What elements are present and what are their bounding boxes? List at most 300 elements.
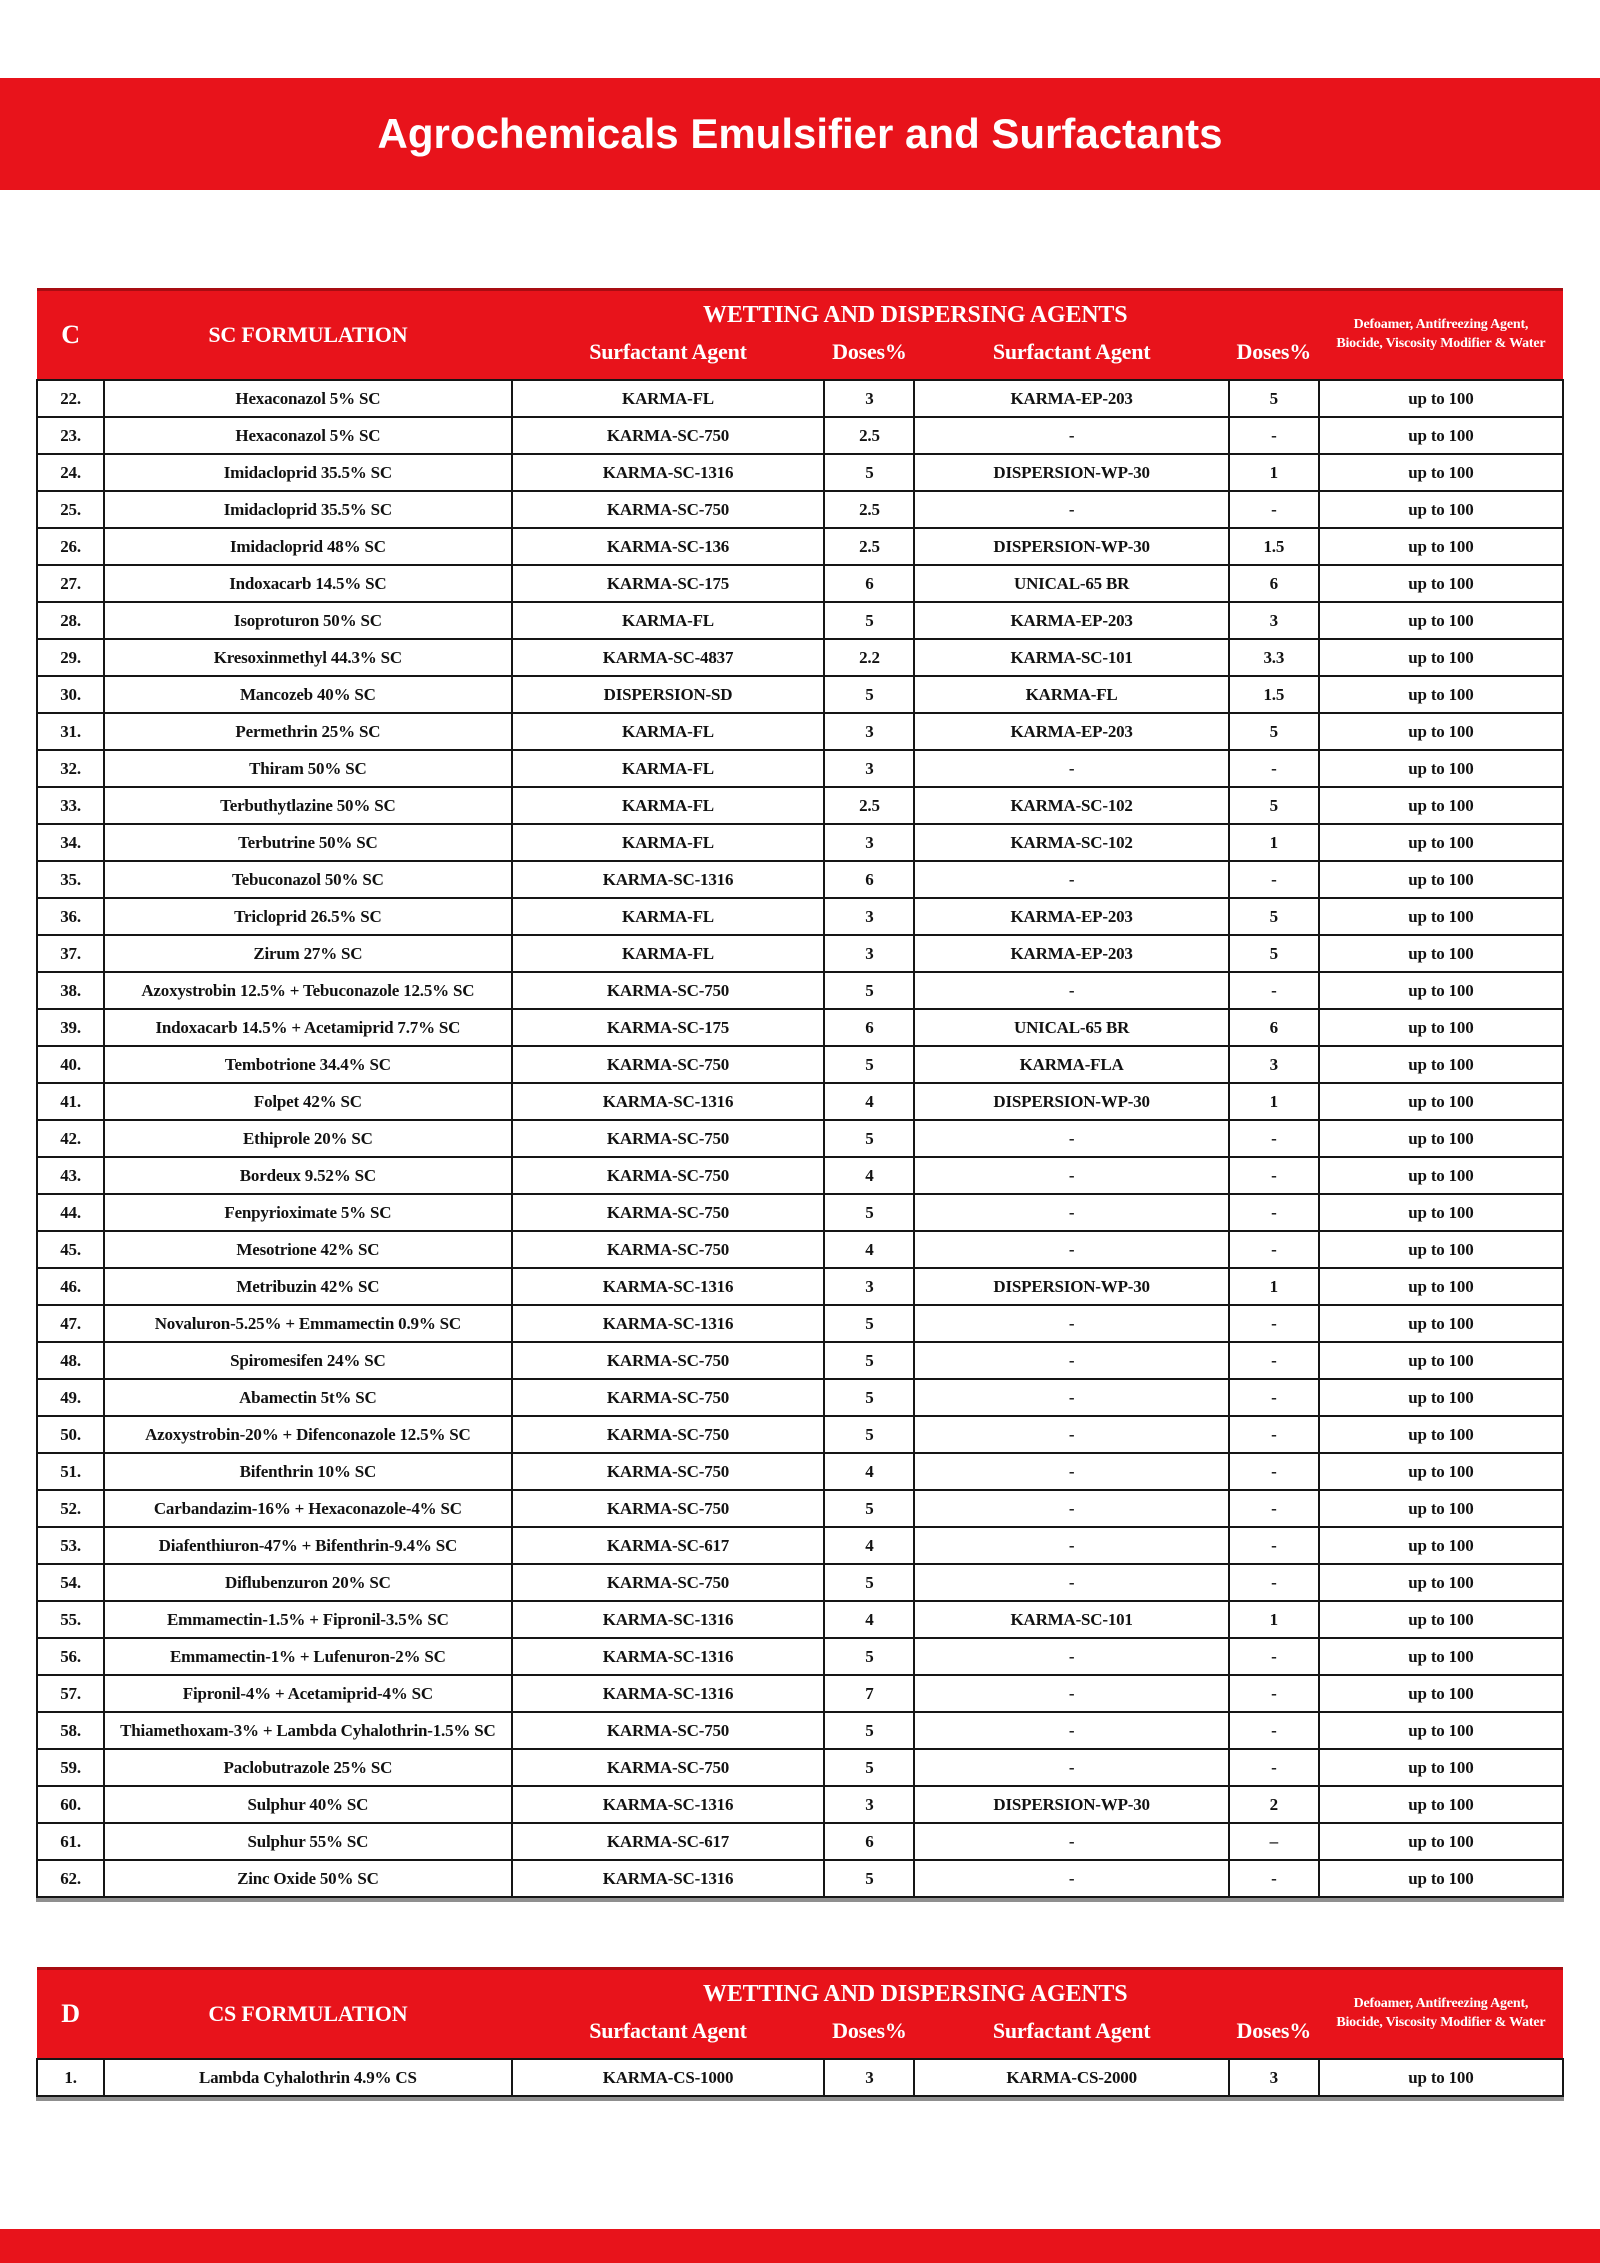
row-number: 50. — [37, 1416, 104, 1453]
defoamer-water-value: up to 100 — [1319, 1860, 1563, 1897]
row-number: 23. — [37, 417, 104, 454]
doses-1: 2.5 — [824, 787, 914, 824]
surfactant-agent-2: - — [914, 417, 1228, 454]
surfactant-agent-2: KARMA-CS-2000 — [914, 2059, 1228, 2096]
surfactant-agent-2: KARMA-EP-203 — [914, 935, 1228, 972]
doses-1: 5 — [824, 1379, 914, 1416]
doses-2-header: Doses% — [1229, 333, 1319, 380]
doses-2: - — [1229, 1638, 1319, 1675]
surfactant-agent-1: KARMA-SC-617 — [512, 1527, 825, 1564]
row-number: 22. — [37, 380, 104, 417]
doses-2: - — [1229, 1490, 1319, 1527]
defoamer-water-value: up to 100 — [1319, 1083, 1563, 1120]
defoamer-water-value: up to 100 — [1319, 1305, 1563, 1342]
doses-2: 5 — [1229, 713, 1319, 750]
doses-1: 5 — [824, 972, 914, 1009]
row-number: 51. — [37, 1453, 104, 1490]
formulation-name: Tricloprid 26.5% SC — [104, 898, 511, 935]
defoamer-water-value: up to 100 — [1319, 1231, 1563, 1268]
formulation-name: Emmamectin-1.5% + Fipronil-3.5% SC — [104, 1601, 511, 1638]
table-row — [37, 602, 1563, 639]
surfactant-agent-1: DISPERSION-SD — [512, 676, 825, 713]
doses-1: 5 — [824, 1342, 914, 1379]
formulation-name: Permethrin 25% SC — [104, 713, 511, 750]
doses-1: 3 — [824, 380, 914, 417]
row-number: 60. — [37, 1786, 104, 1823]
surfactant-agent-2: - — [914, 1638, 1228, 1675]
row-number: 42. — [37, 1120, 104, 1157]
doses-2: 5 — [1229, 935, 1319, 972]
surfactant-agent-1: KARMA-FL — [512, 602, 825, 639]
row-number: 29. — [37, 639, 104, 676]
surfactant-agent-2: - — [914, 1860, 1228, 1897]
surfactant-agent-1: KARMA-FL — [512, 935, 825, 972]
doses-1: 5 — [824, 1194, 914, 1231]
defoamer-water-value: up to 100 — [1319, 1490, 1563, 1527]
doses-1: 3 — [824, 1268, 914, 1305]
surfactant-agent-1: KARMA-SC-750 — [512, 1379, 825, 1416]
doses-2: 1.5 — [1229, 676, 1319, 713]
surfactant-agent-1: KARMA-SC-750 — [512, 1342, 825, 1379]
doses-1: 5 — [824, 602, 914, 639]
doses-2: – — [1229, 1823, 1319, 1860]
doses-2: - — [1229, 1712, 1319, 1749]
sc-table-body — [37, 380, 1563, 1897]
defoamer-water-value: up to 100 — [1319, 750, 1563, 787]
row-number: 44. — [37, 1194, 104, 1231]
sc-table-header — [37, 290, 1563, 381]
wetting-agents-header: WETTING AND DISPERSING AGENTS — [512, 290, 1319, 334]
table-row — [37, 935, 1563, 972]
surfactant-agent-1: KARMA-SC-750 — [512, 1046, 825, 1083]
defoamer-header: Defoamer, Antifreezing Agent, Biocide, Viscosity Modifier & Water — [1319, 1969, 1563, 2060]
formulation-name: Tembotrione 34.4% SC — [104, 1046, 511, 1083]
defoamer-water-value: up to 100 — [1319, 824, 1563, 861]
formulation-name: Imidacloprid 35.5% SC — [104, 491, 511, 528]
surfactant-agent-2-header: Surfactant Agent — [914, 2012, 1228, 2059]
doses-1: 6 — [824, 1823, 914, 1860]
formulation-name: Hexaconazol 5% SC — [104, 417, 511, 454]
doses-1: 5 — [824, 1046, 914, 1083]
doses-2: - — [1229, 1379, 1319, 1416]
row-number: 59. — [37, 1749, 104, 1786]
surfactant-agent-1: KARMA-SC-750 — [512, 491, 825, 528]
formulation-name: Sulphur 40% SC — [104, 1786, 511, 1823]
surfactant-agent-2-header: Surfactant Agent — [914, 333, 1228, 380]
row-number: 36. — [37, 898, 104, 935]
doses-1: 5 — [824, 1416, 914, 1453]
doses-2: 6 — [1229, 1009, 1319, 1046]
defoamer-water-value: up to 100 — [1319, 1157, 1563, 1194]
defoamer-water-value: up to 100 — [1319, 1823, 1563, 1860]
table-row — [37, 639, 1563, 676]
surfactant-agent-2: KARMA-SC-101 — [914, 1601, 1228, 1638]
table-row — [37, 1416, 1563, 1453]
surfactant-agent-1: KARMA-FL — [512, 824, 825, 861]
table-row — [37, 1712, 1563, 1749]
defoamer-water-value: up to 100 — [1319, 1342, 1563, 1379]
table-row — [37, 380, 1563, 417]
formulation-name: Folpet 42% SC — [104, 1083, 511, 1120]
title-banner — [0, 78, 1600, 190]
cs-corner-label: D — [37, 1969, 104, 2060]
surfactant-agent-1: KARMA-SC-4837 — [512, 639, 825, 676]
doses-2-header: Doses% — [1229, 2012, 1319, 2059]
row-number: 37. — [37, 935, 104, 972]
formulation-name: Ethiprole 20% SC — [104, 1120, 511, 1157]
formulation-name: Terbutrine 50% SC — [104, 824, 511, 861]
surfactant-agent-1: KARMA-FL — [512, 898, 825, 935]
table-row — [37, 1305, 1563, 1342]
row-number: 56. — [37, 1638, 104, 1675]
doses-1: 7 — [824, 1675, 914, 1712]
row-number: 33. — [37, 787, 104, 824]
surfactant-agent-1: KARMA-SC-1316 — [512, 1268, 825, 1305]
doses-1: 2.2 — [824, 639, 914, 676]
formulation-name: Diafenthiuron-47% + Bifenthrin-9.4% SC — [104, 1527, 511, 1564]
surfactant-agent-2: - — [914, 1564, 1228, 1601]
surfactant-agent-1: KARMA-CS-1000 — [512, 2059, 825, 2096]
surfactant-agent-1: KARMA-SC-750 — [512, 1749, 825, 1786]
table-row — [37, 676, 1563, 713]
formulation-name: Diflubenzuron 20% SC — [104, 1564, 511, 1601]
table-row — [37, 1490, 1563, 1527]
formulation-name: Azoxystrobin-20% + Difenconazole 12.5% SC — [104, 1416, 511, 1453]
surfactant-agent-2: KARMA-FLA — [914, 1046, 1228, 1083]
defoamer-water-value: up to 100 — [1319, 1712, 1563, 1749]
table-row — [37, 713, 1563, 750]
row-number: 38. — [37, 972, 104, 1009]
table-row — [37, 528, 1563, 565]
defoamer-water-value: up to 100 — [1319, 417, 1563, 454]
doses-2: - — [1229, 1231, 1319, 1268]
table-row — [37, 417, 1563, 454]
defoamer-water-value: up to 100 — [1319, 1564, 1563, 1601]
surfactant-agent-2: UNICAL-65 BR — [914, 565, 1228, 602]
surfactant-agent-1: KARMA-FL — [512, 750, 825, 787]
table-row — [37, 1231, 1563, 1268]
defoamer-water-value: up to 100 — [1319, 2059, 1563, 2096]
row-number: 52. — [37, 1490, 104, 1527]
doses-2: - — [1229, 1120, 1319, 1157]
doses-2: 5 — [1229, 898, 1319, 935]
table-row — [37, 1860, 1563, 1897]
surfactant-agent-2: KARMA-SC-101 — [914, 639, 1228, 676]
row-number: 40. — [37, 1046, 104, 1083]
surfactant-agent-1: KARMA-SC-175 — [512, 565, 825, 602]
row-number: 53. — [37, 1527, 104, 1564]
doses-2: 3.3 — [1229, 639, 1319, 676]
row-number: 58. — [37, 1712, 104, 1749]
defoamer-water-value: up to 100 — [1319, 1601, 1563, 1638]
surfactant-agent-2: DISPERSION-WP-30 — [914, 1268, 1228, 1305]
doses-2: 2 — [1229, 1786, 1319, 1823]
table-row — [37, 1453, 1563, 1490]
formulation-name: Sulphur 55% SC — [104, 1823, 511, 1860]
doses-1: 3 — [824, 824, 914, 861]
doses-2: - — [1229, 1749, 1319, 1786]
surfactant-agent-1: KARMA-SC-750 — [512, 972, 825, 1009]
formulation-name: Zinc Oxide 50% SC — [104, 1860, 511, 1897]
formulation-name: Lambda Cyhalothrin 4.9% CS — [104, 2059, 511, 2096]
surfactant-agent-1: KARMA-SC-750 — [512, 1194, 825, 1231]
doses-2: - — [1229, 750, 1319, 787]
surfactant-agent-2: KARMA-SC-102 — [914, 787, 1228, 824]
defoamer-water-value: up to 100 — [1319, 861, 1563, 898]
defoamer-water-value: up to 100 — [1319, 1046, 1563, 1083]
doses-1: 6 — [824, 861, 914, 898]
formulation-name: Paclobutrazole 25% SC — [104, 1749, 511, 1786]
doses-1-header: Doses% — [824, 2012, 914, 2059]
formulation-name: Indoxacarb 14.5% SC — [104, 565, 511, 602]
defoamer-water-value: up to 100 — [1319, 1009, 1563, 1046]
defoamer-water-value: up to 100 — [1319, 1268, 1563, 1305]
table-row — [37, 1157, 1563, 1194]
surfactant-agent-1: KARMA-SC-1316 — [512, 1675, 825, 1712]
defoamer-water-value: up to 100 — [1319, 1749, 1563, 1786]
page-title: Agrochemicals Emulsifier and Surfactants — [377, 110, 1223, 157]
table-row — [37, 898, 1563, 935]
doses-1: 3 — [824, 2059, 914, 2096]
surfactant-agent-1: KARMA-SC-1316 — [512, 1601, 825, 1638]
doses-2: - — [1229, 1675, 1319, 1712]
surfactant-agent-2: - — [914, 491, 1228, 528]
formulation-name: Mancozeb 40% SC — [104, 676, 511, 713]
surfactant-agent-1: KARMA-SC-1316 — [512, 1305, 825, 1342]
doses-1: 5 — [824, 676, 914, 713]
surfactant-agent-1: KARMA-SC-750 — [512, 1120, 825, 1157]
doses-1: 5 — [824, 1305, 914, 1342]
defoamer-water-value: up to 100 — [1319, 1194, 1563, 1231]
wetting-agents-header: WETTING AND DISPERSING AGENTS — [512, 1969, 1319, 2013]
surfactant-agent-1: KARMA-SC-750 — [512, 1712, 825, 1749]
formulation-name: Thiram 50% SC — [104, 750, 511, 787]
defoamer-water-value: up to 100 — [1319, 639, 1563, 676]
doses-1: 6 — [824, 565, 914, 602]
row-number: 47. — [37, 1305, 104, 1342]
table-row — [37, 454, 1563, 491]
doses-2: 3 — [1229, 602, 1319, 639]
defoamer-water-value: up to 100 — [1319, 1416, 1563, 1453]
doses-2: - — [1229, 1564, 1319, 1601]
surfactant-agent-1: KARMA-SC-750 — [512, 1157, 825, 1194]
doses-1: 6 — [824, 1009, 914, 1046]
table-row — [37, 1675, 1563, 1712]
surfactant-agent-1-header: Surfactant Agent — [512, 333, 825, 380]
formulation-name: Mesotrione 42% SC — [104, 1231, 511, 1268]
defoamer-water-value: up to 100 — [1319, 454, 1563, 491]
surfactant-agent-1: KARMA-SC-136 — [512, 528, 825, 565]
table-row — [37, 1823, 1563, 1860]
defoamer-water-value: up to 100 — [1319, 1453, 1563, 1490]
surfactant-agent-1: KARMA-FL — [512, 380, 825, 417]
cs-formulation-header: CS FORMULATION — [104, 1969, 511, 2060]
doses-1: 4 — [824, 1157, 914, 1194]
surfactant-agent-2: - — [914, 1527, 1228, 1564]
sc-formulation-table — [36, 288, 1564, 1898]
doses-1: 3 — [824, 898, 914, 935]
doses-2: 5 — [1229, 380, 1319, 417]
cs-table-body — [37, 2059, 1563, 2096]
surfactant-agent-2: - — [914, 861, 1228, 898]
tables-area — [36, 288, 1564, 2097]
surfactant-agent-2: - — [914, 750, 1228, 787]
formulation-name: Kresoxinmethyl 44.3% SC — [104, 639, 511, 676]
surfactant-agent-1: KARMA-SC-750 — [512, 1231, 825, 1268]
doses-1: 5 — [824, 1712, 914, 1749]
formulation-name: Hexaconazol 5% SC — [104, 380, 511, 417]
doses-1: 5 — [824, 1638, 914, 1675]
table-row — [37, 1194, 1563, 1231]
doses-2: 1 — [1229, 824, 1319, 861]
surfactant-agent-2: KARMA-EP-203 — [914, 713, 1228, 750]
surfactant-agent-2: - — [914, 1712, 1228, 1749]
surfactant-agent-1: KARMA-SC-175 — [512, 1009, 825, 1046]
table-row — [37, 1527, 1563, 1564]
surfactant-agent-2: - — [914, 1305, 1228, 1342]
row-number: 54. — [37, 1564, 104, 1601]
table-row — [37, 565, 1563, 602]
surfactant-agent-2: - — [914, 1675, 1228, 1712]
table-row — [37, 1083, 1563, 1120]
defoamer-water-value: up to 100 — [1319, 491, 1563, 528]
doses-2: - — [1229, 1860, 1319, 1897]
row-number: 62. — [37, 1860, 104, 1897]
surfactant-agent-1: KARMA-SC-617 — [512, 1823, 825, 1860]
formulation-name: Azoxystrobin 12.5% + Tebuconazole 12.5% SC — [104, 972, 511, 1009]
surfactant-agent-1: KARMA-SC-750 — [512, 1453, 825, 1490]
row-number: 1. — [37, 2059, 104, 2096]
row-number: 61. — [37, 1823, 104, 1860]
doses-2: 3 — [1229, 1046, 1319, 1083]
doses-1: 4 — [824, 1083, 914, 1120]
surfactant-agent-1: KARMA-SC-1316 — [512, 1083, 825, 1120]
doses-2: - — [1229, 1342, 1319, 1379]
formulation-name: Tebuconazol 50% SC — [104, 861, 511, 898]
surfactant-agent-2: - — [914, 1342, 1228, 1379]
row-number: 24. — [37, 454, 104, 491]
formulation-name: Fipronil-4% + Acetamiprid-4% SC — [104, 1675, 511, 1712]
row-number: 57. — [37, 1675, 104, 1712]
table-row — [37, 1379, 1563, 1416]
formulation-name: Spiromesifen 24% SC — [104, 1342, 511, 1379]
doses-2: 3 — [1229, 2059, 1319, 2096]
doses-2: - — [1229, 1416, 1319, 1453]
formulation-name: Novaluron-5.25% + Emmamectin 0.9% SC — [104, 1305, 511, 1342]
surfactant-agent-2: - — [914, 1194, 1228, 1231]
surfactant-agent-2: DISPERSION-WP-30 — [914, 1786, 1228, 1823]
surfactant-agent-2: - — [914, 1157, 1228, 1194]
formulation-name: Indoxacarb 14.5% + Acetamiprid 7.7% SC — [104, 1009, 511, 1046]
sc-corner-label: C — [37, 290, 104, 381]
row-number: 31. — [37, 713, 104, 750]
table-row — [37, 750, 1563, 787]
surfactant-agent-1: KARMA-FL — [512, 713, 825, 750]
surfactant-agent-1: KARMA-FL — [512, 787, 825, 824]
formulation-name: Bifenthrin 10% SC — [104, 1453, 511, 1490]
table-row — [37, 787, 1563, 824]
surfactant-agent-1: KARMA-SC-1316 — [512, 1638, 825, 1675]
surfactant-agent-2: - — [914, 1490, 1228, 1527]
surfactant-agent-1: KARMA-SC-1316 — [512, 861, 825, 898]
table-row — [37, 824, 1563, 861]
formulation-name: Metribuzin 42% SC — [104, 1268, 511, 1305]
doses-2: 5 — [1229, 787, 1319, 824]
doses-1: 5 — [824, 1490, 914, 1527]
surfactant-agent-2: - — [914, 1231, 1228, 1268]
surfactant-agent-2: - — [914, 1120, 1228, 1157]
doses-2: 1 — [1229, 1268, 1319, 1305]
doses-2: - — [1229, 1527, 1319, 1564]
surfactant-agent-2: DISPERSION-WP-30 — [914, 528, 1228, 565]
surfactant-agent-2: KARMA-EP-203 — [914, 898, 1228, 935]
defoamer-water-value: up to 100 — [1319, 380, 1563, 417]
surfactant-agent-2: KARMA-SC-102 — [914, 824, 1228, 861]
defoamer-water-value: up to 100 — [1319, 972, 1563, 1009]
row-number: 30. — [37, 676, 104, 713]
doses-2: - — [1229, 861, 1319, 898]
surfactant-agent-1: KARMA-SC-750 — [512, 1564, 825, 1601]
doses-1: 2.5 — [824, 417, 914, 454]
defoamer-water-value: up to 100 — [1319, 1527, 1563, 1564]
formulation-name: Thiamethoxam-3% + Lambda Cyhalothrin-1.5% SC — [104, 1712, 511, 1749]
doses-2: 1 — [1229, 454, 1319, 491]
doses-1: 5 — [824, 1860, 914, 1897]
defoamer-water-value: up to 100 — [1319, 1786, 1563, 1823]
doses-1: 2.5 — [824, 491, 914, 528]
row-number: 35. — [37, 861, 104, 898]
doses-2: 1.5 — [1229, 528, 1319, 565]
defoamer-water-value: up to 100 — [1319, 676, 1563, 713]
surfactant-agent-1: KARMA-SC-750 — [512, 1416, 825, 1453]
doses-2: - — [1229, 491, 1319, 528]
surfactant-agent-2: UNICAL-65 BR — [914, 1009, 1228, 1046]
doses-1: 4 — [824, 1601, 914, 1638]
doses-1: 5 — [824, 1564, 914, 1601]
doses-1: 3 — [824, 750, 914, 787]
doses-1: 2.5 — [824, 528, 914, 565]
doses-1: 4 — [824, 1453, 914, 1490]
defoamer-water-value: up to 100 — [1319, 898, 1563, 935]
table-row — [37, 861, 1563, 898]
surfactant-agent-2: - — [914, 1749, 1228, 1786]
table-row — [37, 1749, 1563, 1786]
formulation-name: Isoproturon 50% SC — [104, 602, 511, 639]
surfactant-agent-2: - — [914, 1416, 1228, 1453]
table-row — [37, 1120, 1563, 1157]
doses-1: 4 — [824, 1231, 914, 1268]
defoamer-water-value: up to 100 — [1319, 1638, 1563, 1675]
formulation-name: Abamectin 5t% SC — [104, 1379, 511, 1416]
sc-formulation-header: SC FORMULATION — [104, 290, 511, 381]
doses-2: - — [1229, 972, 1319, 1009]
formulation-name: Bordeux 9.52% SC — [104, 1157, 511, 1194]
defoamer-header: Defoamer, Antifreezing Agent, Biocide, Viscosity Modifier & Water — [1319, 290, 1563, 381]
table-row — [37, 972, 1563, 1009]
doses-1-header: Doses% — [824, 333, 914, 380]
doses-1: 5 — [824, 1749, 914, 1786]
surfactant-agent-2: - — [914, 1379, 1228, 1416]
footer-banner — [0, 2229, 1600, 2263]
cs-table-header — [37, 1969, 1563, 2060]
row-number: 41. — [37, 1083, 104, 1120]
row-number: 26. — [37, 528, 104, 565]
surfactant-agent-2: DISPERSION-WP-30 — [914, 454, 1228, 491]
row-number: 46. — [37, 1268, 104, 1305]
surfactant-agent-1: KARMA-SC-1316 — [512, 1860, 825, 1897]
table-row — [37, 2059, 1563, 2096]
defoamer-water-value: up to 100 — [1319, 935, 1563, 972]
